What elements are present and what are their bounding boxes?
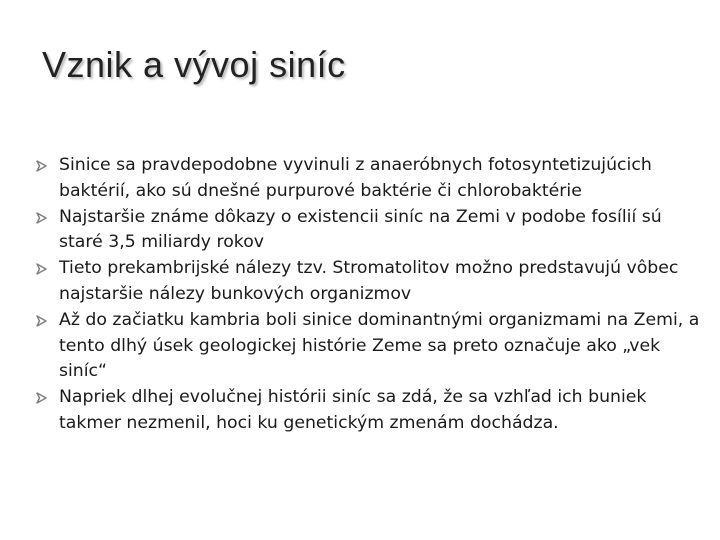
bullet-text: Až do začiatku kambria boli sinice dominantnými organizmami na Zemi, a tento dlhý úsek geologickej histórie Zeme sa preto označuje ako „vek siníc“	[59, 309, 700, 382]
bullet-text: Napriek dlhej evolučnej histórii siníc sa zdá, že sa vzhľad ich buniek takmer nezmenil, hoci ku genetickým zmenám dochádza.	[59, 387, 647, 433]
bullet-item	[36, 256, 706, 308]
bullet-list	[36, 153, 706, 437]
arrowhead-bullet-icon	[36, 205, 50, 231]
bullet-item	[36, 385, 706, 437]
bullet-text: Najstaršie známe dôkazy o existencii siníc na Zemi v podobe fosílií sú staré 3,5 miliardy rokov	[59, 206, 662, 253]
arrowhead-bullet-icon	[36, 385, 50, 411]
arrowhead-bullet-icon	[36, 153, 50, 179]
bullet-item	[36, 308, 706, 385]
bullet-text: Tieto prekambrijské nálezy tzv. Stromatolitov možno predstavujú vôbec najstaršie nálezy bunkových organizmov	[59, 258, 679, 304]
bullet-item	[36, 153, 706, 205]
arrowhead-bullet-icon	[36, 308, 50, 334]
bullet-text: Sinice sa pravdepodobne vyvinuli z anaeróbnych fotosyntetizujúcich baktérií, ako sú dnešné purpurové baktérie či chlorobaktérie	[59, 155, 652, 201]
bullet-item	[36, 205, 706, 257]
slide-title: Vznik a vývoj siníc	[42, 44, 346, 85]
arrowhead-bullet-icon	[36, 256, 50, 282]
